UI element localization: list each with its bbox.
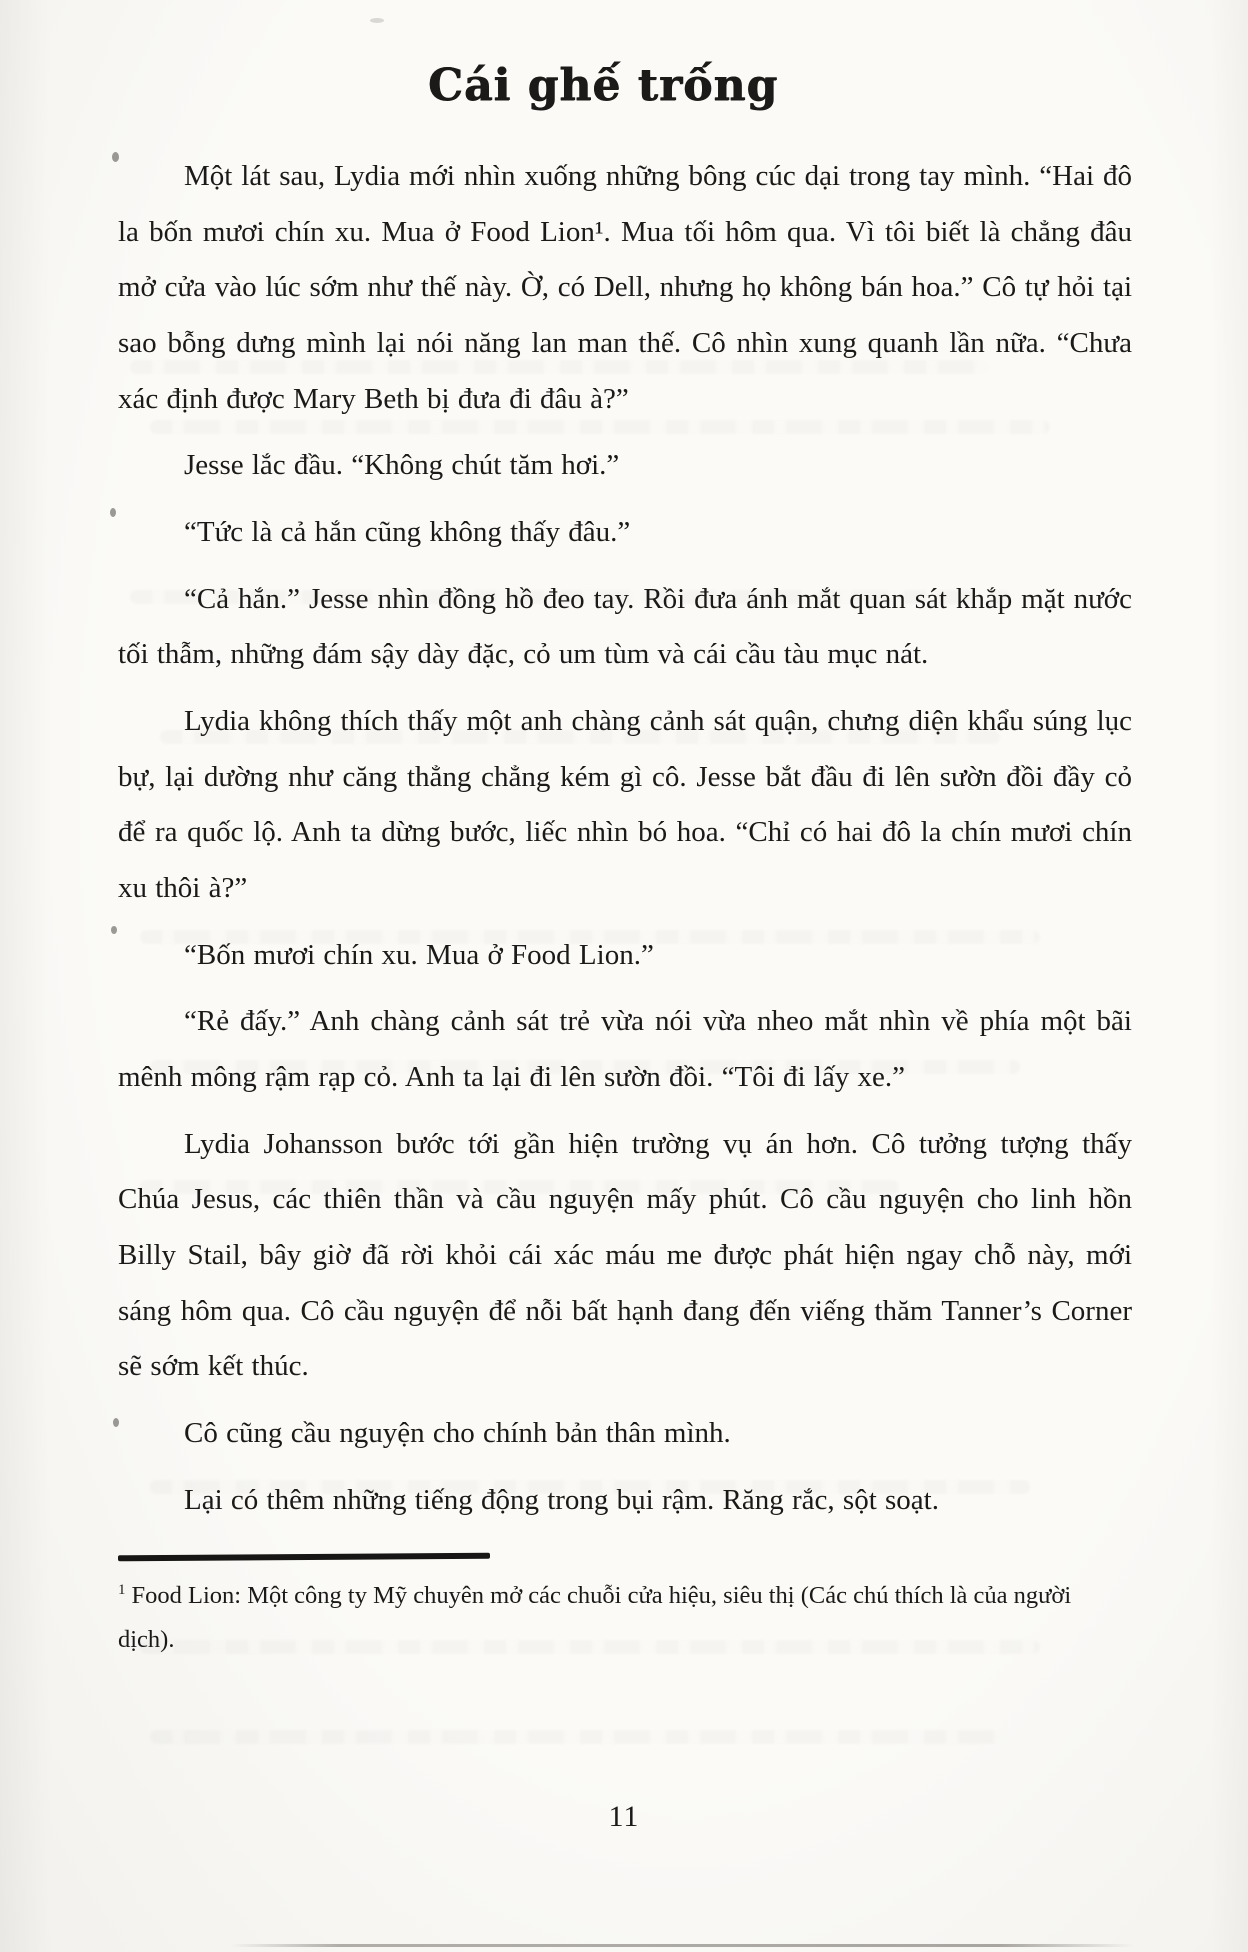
paragraph: Lydia Johansson bước tới gần hiện trường vụ án hơn. Cô tưởng tượng thấy Chúa Jesus, các thiên thần và cầu nguyện mấy phút. Cô cầu nguyện cho linh hồn Billy Stail, bây giờ đã rời khỏi cái xác máu me được phát hiện ngay chỗ này, mới sáng hôm qua. Cô cầu nguyện để nỗi bất hạnh đang đến viếng thăm Tanner’s Corner sẽ sớm kết thúc. bbox=[118, 1127, 1132, 1383]
footnote-text bbox=[118, 1574, 1132, 1661]
paragraph: “Tức là cả hắn cũng không thấy đâu.” bbox=[184, 516, 631, 549]
paragraph: Lại có thêm những tiếng động trong bụi rậm. Răng rắc, sột soạt. bbox=[184, 1483, 939, 1516]
show-through-artifact bbox=[150, 1730, 1010, 1744]
paragraph: “Bốn mươi chín xu. Mua ở Food Lion.” bbox=[184, 938, 654, 971]
page-content bbox=[118, 60, 1132, 1662]
paragraph: Jesse lắc đầu. “Không chút tăm hơi.” bbox=[184, 449, 620, 482]
paragraph: Lydia không thích thấy một anh chàng cảnh sát quận, chưng diện khẩu súng lục bự, lại dường như căng thẳng chẳng kém gì cô. Jesse bắt đầu đi lên sườn đồi đầy cỏ để ra quốc lộ. Anh ta dừng bước, liếc nhìn bó hoa. “Chỉ có hai đô la chín mươi chín xu thôi à?” bbox=[118, 705, 1132, 905]
paragraph: Một lát sau, Lydia mới nhìn xuống những bông cúc dại trong tay mình. “Hai đô la bốn mươi chín xu. Mua ở Food Lion¹. Mua tối hôm qua. Vì tôi biết là chẳng đâu mở cửa vào lúc sớm như thế này. Ờ, có Dell, nhưng họ không bán hoa.” Cô tự hỏi tại sao bỗng dưng mình lại nói năng lan man thế. Cô nhìn xung quanh lần nữa. “Chưa xác định được Mary Beth bị đưa đi đâu à?” bbox=[118, 160, 1132, 415]
footnote bbox=[118, 1554, 1132, 1661]
scan-speck bbox=[370, 18, 384, 23]
footnote-separator-rule bbox=[118, 1553, 490, 1562]
paragraph: “Rẻ đấy.” Anh chàng cảnh sát trẻ vừa nói vừa nheo mắt nhìn về phía một bãi mênh mông rậm rạp cỏ. Anh ta lại đi lên sườn đồi. “Tôi đi lấy xe.” bbox=[118, 1005, 1132, 1094]
footnote-body: Food Lion: Một công ty Mỹ chuyên mở các chuỗi cửa hiệu, siêu thị (Các chú thích là của người dịch). bbox=[118, 1582, 1072, 1654]
body-text bbox=[118, 149, 1132, 1528]
scan-bottom-edge-artifact bbox=[230, 1944, 1135, 1947]
scan-speck bbox=[111, 926, 117, 934]
scan-speck bbox=[110, 508, 116, 517]
paragraph: “Cả hắn.” Jesse nhìn đồng hồ đeo tay. Rồi đưa ánh mắt quan sát khắp mặt nước tối thẫm, những đám sậy dày đặc, cỏ um tùm và cái cầu tàu mục nát. bbox=[118, 582, 1132, 671]
paragraph: Cô cũng cầu nguyện cho chính bản thân mình. bbox=[184, 1417, 731, 1450]
chapter-title: Cái ghế trống bbox=[427, 60, 779, 111]
page-number: 11 bbox=[608, 1800, 640, 1833]
footnote-marker: 1 bbox=[118, 1582, 126, 1599]
